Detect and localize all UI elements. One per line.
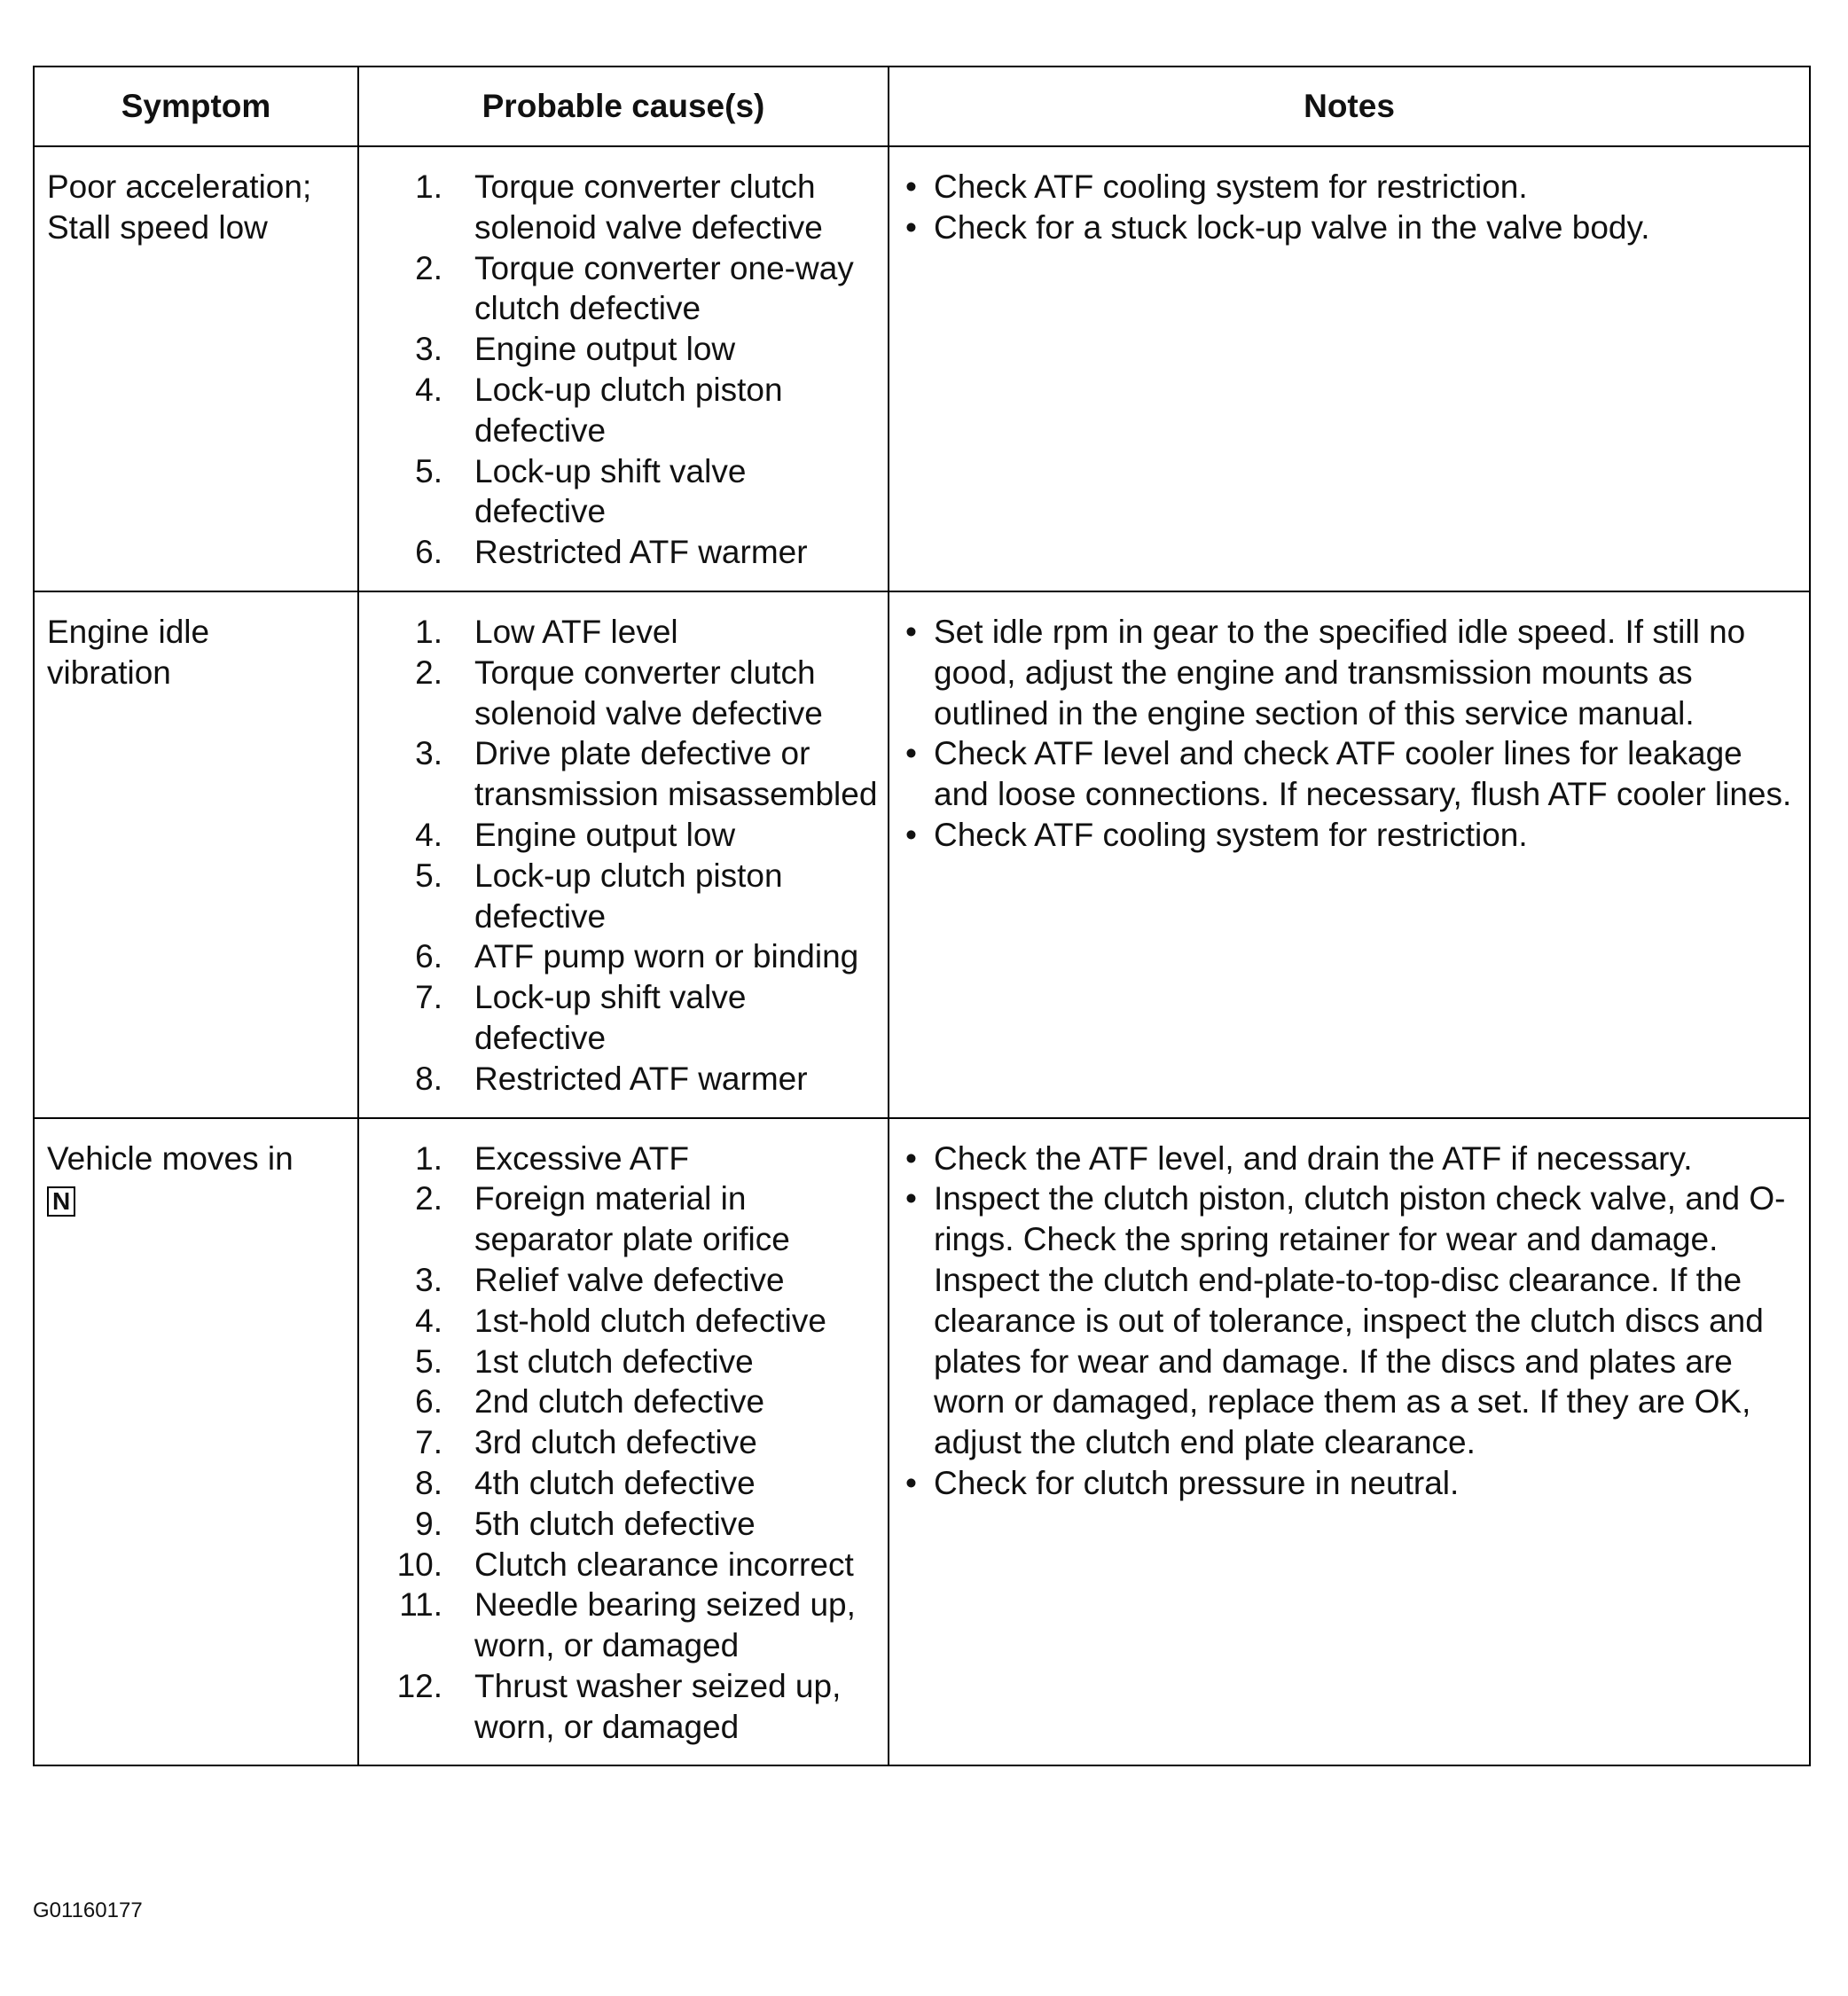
symptom-cell bbox=[34, 146, 358, 591]
cause-item bbox=[359, 936, 879, 977]
cause-text: Torque converter clutch solenoid valve defective bbox=[474, 168, 823, 246]
troubleshooting-table bbox=[33, 66, 1811, 1766]
cause-item bbox=[359, 1301, 879, 1342]
cause-number: 5. bbox=[415, 857, 442, 894]
cause-number: 3. bbox=[415, 331, 442, 368]
cause-item bbox=[359, 653, 879, 734]
cause-text: Lock-up clutch piston defective bbox=[474, 857, 783, 935]
note-item bbox=[905, 733, 1800, 815]
cause-item bbox=[359, 815, 879, 856]
bullet-icon: • bbox=[905, 168, 917, 205]
cause-number: 4. bbox=[415, 371, 442, 408]
figure-id: G01160177 bbox=[33, 1898, 143, 1922]
note-item bbox=[905, 612, 1800, 733]
cause-item bbox=[359, 1059, 879, 1100]
cause-number: 4. bbox=[415, 816, 442, 853]
note-text: Check the ATF level, and drain the ATF if necessary. bbox=[934, 1139, 1693, 1177]
note-text: Set idle rpm in gear to the specified idle speed. If still no good, adjust the engine and transmission mounts as outlined in the engine section of this service manual. bbox=[934, 613, 1746, 732]
bullet-icon: • bbox=[905, 1464, 917, 1501]
symptom-line: Engine idle bbox=[47, 613, 210, 650]
cause-text: Torque converter clutch solenoid valve defective bbox=[474, 654, 823, 732]
cause-item bbox=[359, 370, 879, 451]
cause-number: 1. bbox=[415, 613, 442, 650]
cause-number: 12. bbox=[396, 1667, 442, 1704]
cause-number: 6. bbox=[415, 534, 442, 571]
bullet-icon: • bbox=[905, 816, 917, 853]
notes-cell bbox=[889, 591, 1810, 1118]
cause-text: Excessive ATF bbox=[474, 1139, 689, 1177]
cause-item bbox=[359, 248, 879, 330]
cause-item bbox=[359, 1139, 879, 1179]
cause-text: Foreign material in separator plate orifice bbox=[474, 1180, 790, 1258]
bullet-icon: • bbox=[905, 735, 917, 772]
cause-number: 1. bbox=[415, 168, 442, 205]
note-text: Check for a stuck lock-up valve in the valve body. bbox=[934, 208, 1650, 246]
gear-position-box: N bbox=[47, 1186, 75, 1217]
cause-text: Torque converter one-way clutch defective bbox=[474, 249, 854, 327]
cause-text: 1st-hold clutch defective bbox=[474, 1302, 826, 1339]
notes-cell bbox=[889, 1118, 1810, 1766]
table-row bbox=[34, 146, 1810, 591]
note-text: Check ATF cooling system for restriction. bbox=[934, 168, 1528, 205]
cause-number: 4. bbox=[415, 1302, 442, 1339]
cause-item bbox=[359, 1260, 879, 1301]
bullet-icon: • bbox=[905, 1139, 917, 1177]
table-row bbox=[34, 1118, 1810, 1766]
cause-number: 3. bbox=[415, 1261, 442, 1298]
cause-text: Lock-up clutch piston defective bbox=[474, 371, 783, 449]
note-item bbox=[905, 815, 1800, 856]
note-item bbox=[905, 207, 1800, 248]
header-symptom: Symptom bbox=[34, 67, 358, 146]
symptom-line: Vehicle moves in bbox=[47, 1139, 294, 1177]
symptom-line: Poor acceleration; bbox=[47, 168, 312, 205]
cause-item bbox=[359, 1585, 879, 1666]
cause-item bbox=[359, 1342, 879, 1382]
cause-number: 10. bbox=[396, 1546, 442, 1583]
note-item bbox=[905, 167, 1800, 207]
table-row bbox=[34, 591, 1810, 1118]
cause-text: 4th clutch defective bbox=[474, 1464, 756, 1501]
cause-number: 5. bbox=[415, 1342, 442, 1380]
cause-number: 3. bbox=[415, 735, 442, 772]
note-item bbox=[905, 1139, 1800, 1179]
cause-text: 1st clutch defective bbox=[474, 1342, 754, 1380]
cause-number: 8. bbox=[415, 1060, 442, 1097]
cause-number: 5. bbox=[415, 452, 442, 489]
note-text: Check ATF level and check ATF cooler lines for leakage and loose connections. If necessary, flush ATF cooler lines. bbox=[934, 735, 1792, 813]
cause-text: Restricted ATF warmer bbox=[474, 1060, 808, 1097]
cause-number: 1. bbox=[415, 1139, 442, 1177]
cause-text: 2nd clutch defective bbox=[474, 1383, 765, 1421]
note-text: Check ATF cooling system for restriction. bbox=[934, 816, 1528, 853]
cause-item bbox=[359, 1382, 879, 1422]
notes-cell bbox=[889, 146, 1810, 591]
cause-text: Drive plate defective or transmission misassembled bbox=[474, 735, 878, 813]
cause-item bbox=[359, 1178, 879, 1260]
cause-text: Low ATF level bbox=[474, 613, 678, 650]
header-notes: Notes bbox=[889, 67, 1810, 146]
cause-text: Clutch clearance incorrect bbox=[474, 1546, 854, 1583]
symptom-line: vibration bbox=[47, 654, 171, 691]
cause-number: 2. bbox=[415, 654, 442, 691]
cause-text: Thrust washer seized up, worn, or damaged bbox=[474, 1667, 842, 1745]
cause-number: 11. bbox=[399, 1586, 442, 1624]
cause-number: 7. bbox=[415, 1424, 442, 1461]
table-body bbox=[34, 146, 1810, 1765]
symptom-cell bbox=[34, 591, 358, 1118]
cause-text: Restricted ATF warmer bbox=[474, 534, 808, 571]
cause-number: 6. bbox=[415, 1383, 442, 1421]
causes-cell bbox=[358, 591, 889, 1118]
cause-item bbox=[359, 1666, 879, 1748]
cause-text: 3rd clutch defective bbox=[474, 1424, 757, 1461]
header-row bbox=[34, 67, 1810, 146]
bullet-icon: • bbox=[905, 208, 917, 246]
cause-item bbox=[359, 1545, 879, 1585]
cause-item bbox=[359, 329, 879, 370]
note-item bbox=[905, 1463, 1800, 1504]
causes-cell bbox=[358, 1118, 889, 1766]
cause-item bbox=[359, 1422, 879, 1463]
cause-item bbox=[359, 167, 879, 248]
symptom-cell bbox=[34, 1118, 358, 1766]
bullet-icon: • bbox=[905, 1180, 917, 1217]
cause-item bbox=[359, 733, 879, 815]
cause-number: 7. bbox=[415, 979, 442, 1016]
cause-number: 8. bbox=[415, 1464, 442, 1501]
note-text: Check for clutch pressure in neutral. bbox=[934, 1464, 1460, 1501]
cause-item bbox=[359, 451, 879, 533]
bullet-icon: • bbox=[905, 613, 917, 650]
note-item bbox=[905, 1178, 1800, 1463]
note-text: Inspect the clutch piston, clutch piston check valve, and O-rings. Check the spring retainer for wear and damage. Inspect the clutch end-plate-to-top-disc clearance. If the clearance is out of tolerance, inspect the clutch discs and plates for wear and damage. If the discs and plates are worn or damaged, replace them as a set. If they are OK, adjust the clutch end plate clearance. bbox=[934, 1180, 1786, 1461]
cause-number: 9. bbox=[415, 1505, 442, 1542]
cause-text: Lock-up shift valve defective bbox=[474, 979, 747, 1056]
causes-cell bbox=[358, 146, 889, 591]
cause-item bbox=[359, 856, 879, 937]
cause-item bbox=[359, 612, 879, 653]
cause-item bbox=[359, 532, 879, 573]
cause-text: Relief valve defective bbox=[474, 1261, 785, 1298]
cause-text: Needle bearing seized up, worn, or damaged bbox=[474, 1586, 856, 1664]
cause-number: 6. bbox=[415, 938, 442, 975]
cause-text: Engine output low bbox=[474, 816, 736, 853]
cause-item bbox=[359, 1504, 879, 1545]
symptom-line: Stall speed low bbox=[47, 208, 268, 246]
header-probable-causes: Probable cause(s) bbox=[358, 67, 889, 146]
cause-text: ATF pump worn or binding bbox=[474, 938, 859, 975]
cause-item bbox=[359, 1463, 879, 1504]
cause-item bbox=[359, 977, 879, 1059]
cause-text: Lock-up shift valve defective bbox=[474, 452, 747, 530]
cause-number: 2. bbox=[415, 249, 442, 286]
cause-text: 5th clutch defective bbox=[474, 1505, 756, 1542]
cause-number: 2. bbox=[415, 1180, 442, 1217]
cause-text: Engine output low bbox=[474, 331, 736, 368]
